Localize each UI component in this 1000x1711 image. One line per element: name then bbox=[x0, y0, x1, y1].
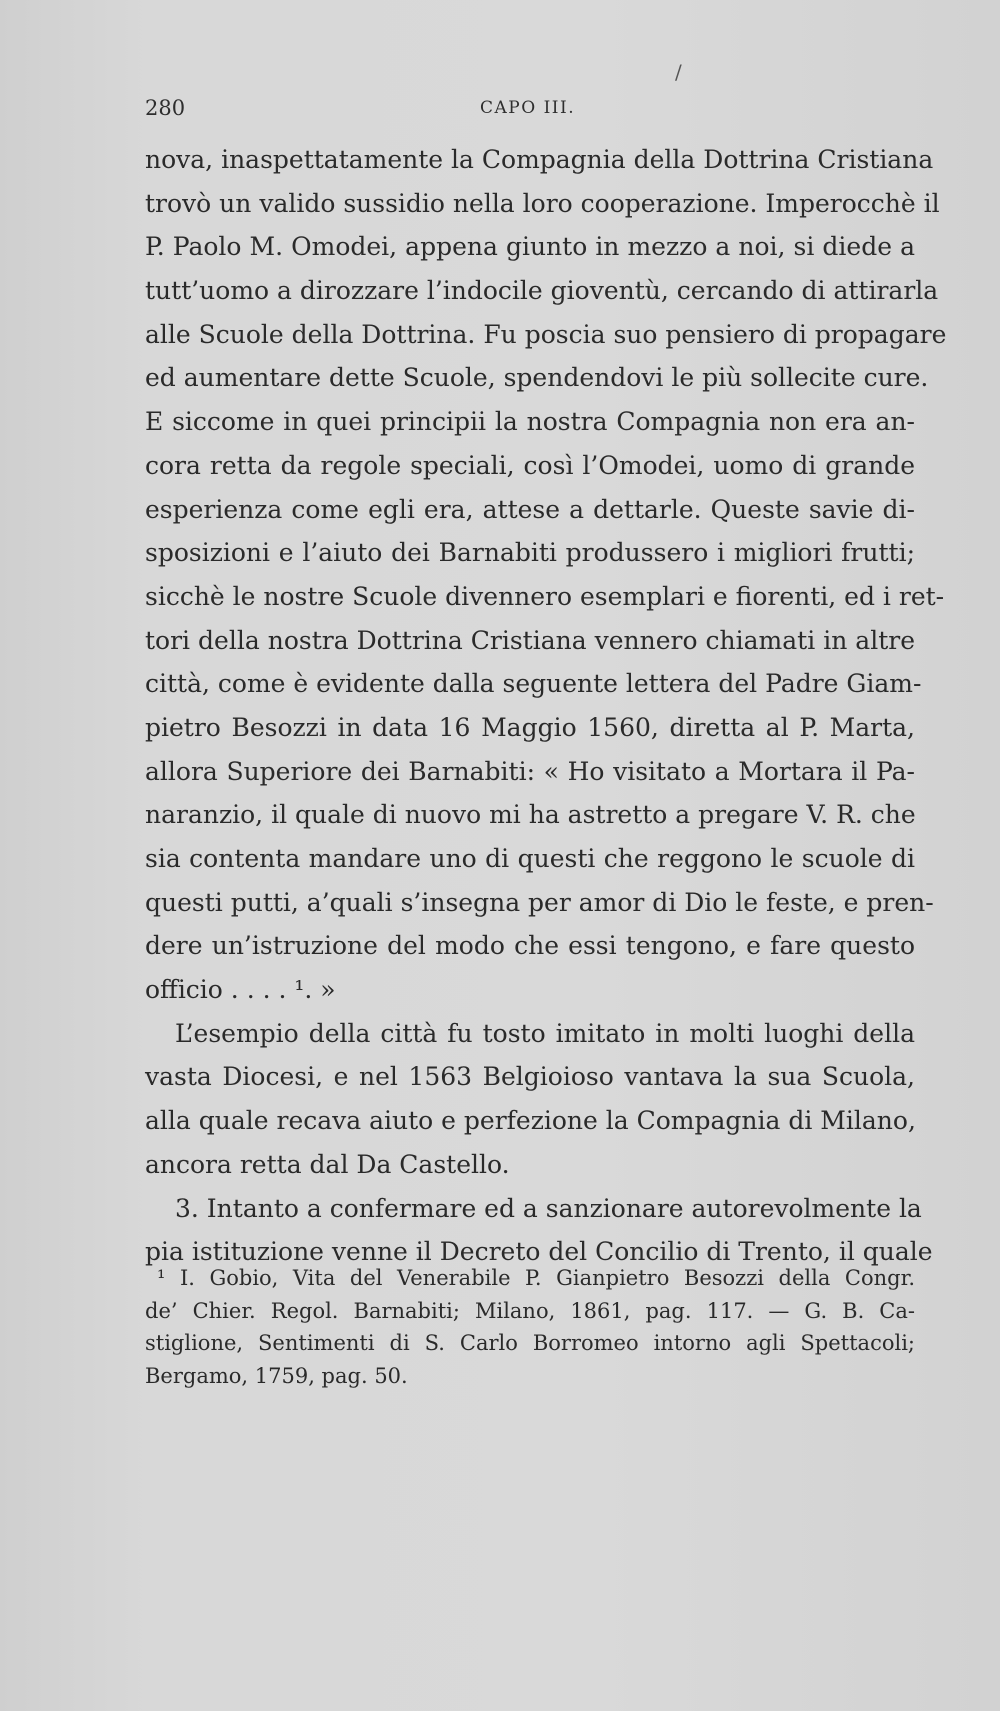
text-line: naranzio, il quale di nuovo mi ha astretto a pregare V. R. che bbox=[145, 800, 916, 830]
text-line: tutt’uomo a dirozzare l’indocile gioventù, cercando di attirarla bbox=[145, 276, 939, 306]
text-line: alle Scuole della Dottrina. Fu poscia suo pensiero di propagare bbox=[145, 319, 947, 349]
text-line: tori della nostra Dottrina Cristiana vennero chiamati in altre bbox=[145, 625, 915, 655]
footnote-line: stiglione, Sentimenti di S. Carlo Borromeo intorno agli Spettacoli; bbox=[145, 1331, 915, 1355]
text-line: trovò un valido sussidio nella loro cooperazione. Imperocchè il bbox=[145, 188, 940, 218]
text-line: pietro Besozzi in data 16 Maggio 1560, diretta al P. Marta, bbox=[145, 712, 915, 742]
footnotes bbox=[145, 1264, 915, 1394]
footnote-line: Bergamo, 1759, pag. 50. bbox=[145, 1363, 408, 1388]
text-line: dere un’istruzione del modo che essi tengono, e fare questo bbox=[145, 931, 915, 961]
text-line: P. Paolo M. Omodei, appena giunto in mezzo a noi, si diede a bbox=[145, 232, 915, 262]
page-header bbox=[145, 60, 915, 126]
text-line: città, come è evidente dalla seguente lettera del Padre Giam- bbox=[145, 669, 922, 699]
text-line: sicchè le nostre Scuole divennero esemplari e fiorenti, ed i ret- bbox=[145, 581, 945, 611]
footnote-line: de’ Chier. Regol. Barnabiti; Milano, 1861, pag. 117. — G. B. Ca- bbox=[145, 1298, 915, 1323]
page-number: 280 bbox=[145, 96, 186, 120]
text-line: E siccome in quei principii la nostra Compagnia non era an- bbox=[145, 407, 915, 437]
text-line: 3. Intanto a confermare ed a sanzionare autorevolmente la bbox=[175, 1193, 922, 1223]
text-line: sposizioni e l’aiuto dei Barnabiti produssero i migliori frutti; bbox=[145, 538, 915, 568]
text-line: pia istituzione venne il Decreto del Concilio di Trento, il quale bbox=[145, 1237, 933, 1267]
text-line: esperienza come egli era, attese a dettarle. Queste savie di- bbox=[145, 494, 915, 524]
text-line: alla quale recava aiuto e perfezione la Compagnia di Milano, bbox=[145, 1106, 916, 1136]
text-line: allora Superiore dei Barnabiti: « Ho visitato a Mortara il Pa- bbox=[145, 756, 915, 786]
text-line: questi putti, a’quali s’insegna per amor di Dio le feste, e pren- bbox=[145, 887, 934, 917]
text-line: nova, inaspettatamente la Compagnia della Dottrina Cristiana bbox=[145, 145, 934, 174]
text-line: L’esempio della città fu tosto imitato in molti luoghi della bbox=[175, 1018, 915, 1048]
footnote-line: ¹ I. Gobio, Vita del Venerabile P. Gianpietro Besozzi della Congr. bbox=[157, 1266, 915, 1290]
text-line: ed aumentare dette Scuole, spendendovi le più sollecite cure. bbox=[145, 363, 929, 393]
running-head: CAPO III. bbox=[480, 98, 576, 118]
text-line: sia contenta mandare uno di questi che reggono le scuole di bbox=[145, 844, 915, 873]
text-line: cora retta da regole speciali, così l’Omodei, uomo di grande bbox=[145, 450, 915, 480]
text-line: vasta Diocesi, e nel 1563 Belgioioso vantava la sua Scuola, bbox=[145, 1062, 915, 1092]
body-text bbox=[145, 144, 947, 1280]
text-line: officio . . . . ¹. » bbox=[145, 975, 336, 1005]
text-line: ancora retta dal Da Castello. bbox=[145, 1149, 510, 1179]
pencil-mark: / bbox=[675, 60, 682, 84]
